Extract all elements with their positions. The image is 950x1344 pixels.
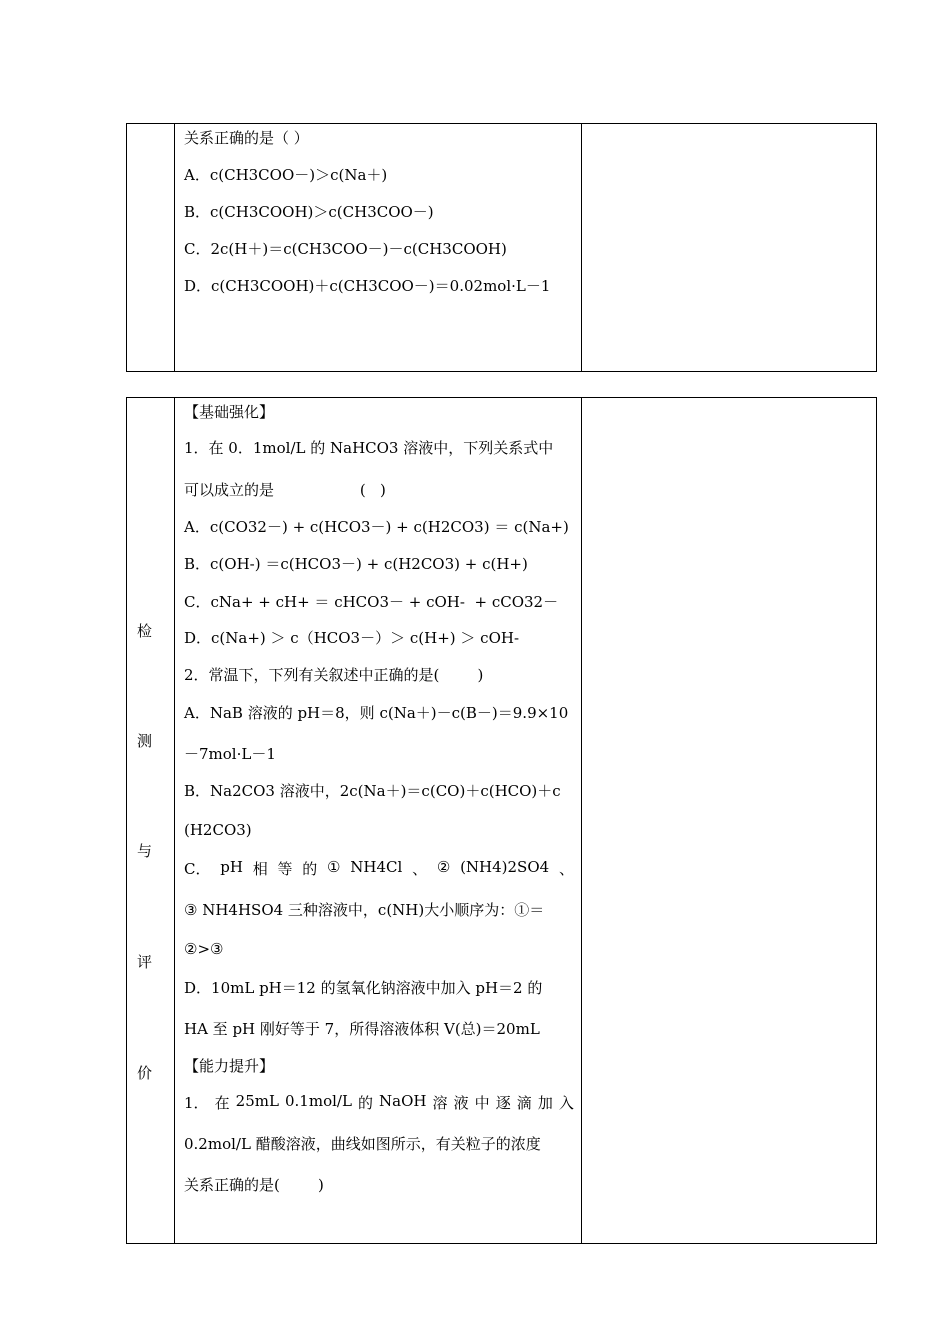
side-label-char: 检 (137, 622, 153, 640)
question-2-line-1: 2．常温下，下列有关叙述中正确的是( ) (184, 666, 484, 684)
text-fragment: 中 (474, 1094, 490, 1112)
question-3-line-2: 0.2mol/L 醋酸溶液，曲线如图所示，有关粒子的浓度 (184, 1135, 541, 1153)
side-label-char: 价 (137, 1064, 153, 1082)
question-2-option-a-line-2: －7mol·L－1 (184, 745, 276, 763)
text-fragment: 加 (537, 1094, 553, 1112)
side-label-char: 测 (137, 732, 153, 750)
text-fragment: 溶 (432, 1094, 448, 1112)
question-3-line-1 (184, 1092, 574, 1113)
question-1-option-b: B．c(OH-) ＝c(HCO3－) + c(H2CO3) + c(H+) (184, 555, 528, 573)
text-fragment: 在 (214, 1094, 230, 1112)
text-fragment: NH4Cl (350, 858, 403, 876)
side-label-char: 评 (137, 953, 153, 971)
text-fragment: 25mL (235, 1092, 279, 1110)
column-divider-left (174, 398, 175, 1243)
section-title-advanced: 【能力提升】 (184, 1057, 275, 1075)
option-c: C．2c(H＋)＝c(CH3COO－)－c(CH3COOH) (184, 240, 507, 258)
text-fragment: 、 (412, 860, 428, 878)
text-fragment: 的 (302, 860, 318, 878)
option-a: A．c(CH3COO－)＞c(Na＋) (184, 166, 388, 184)
question-1-line-2: 可以成立的是 ( ) (184, 481, 386, 499)
question-2-option-b-line-1: B．Na2CO3 溶液中，2c(Na＋)＝c(CO)＋c(HCO)＋c (184, 782, 561, 800)
option-b: B．c(CH3COOH)＞c(CH3COO－) (184, 203, 434, 221)
question-1-option-a: A．c(CO32－) + c(HCO3－) + c(H2CO3) ＝ c(Na+) (184, 518, 569, 536)
text-fragment: 、 (558, 860, 574, 878)
text-fragment: 入 (558, 1094, 574, 1112)
column-divider-right (581, 398, 582, 1243)
text-fragment: 等 (277, 860, 293, 878)
text-fragment: 的 (357, 1094, 373, 1112)
text-line: 关系正确的是（ ） (184, 129, 309, 147)
question-3-line-3: 关系正确的是( ) (184, 1176, 324, 1194)
text-fragment: pH (220, 858, 243, 876)
text-fragment: 0.1mol/L (284, 1092, 352, 1110)
question-1-line-1: 1．在 0．1mol/L 的 NaHCO3 溶液中，下列关系式中 (184, 439, 554, 457)
text-fragment: C． (184, 860, 211, 878)
question-2-option-c-line-1 (184, 858, 574, 879)
question-2-option-d-line-1: D．10mL pH＝12 的氢氧化钠溶液中加入 pH＝2 的 (184, 979, 543, 997)
question-2-option-b-line-2: (H2CO3) (184, 821, 252, 839)
question-2-option-d-line-2: HA 至 pH 刚好等于 7，所得溶液体积 V(总)＝20mL (184, 1020, 540, 1038)
column-divider-right (581, 124, 582, 371)
question-2-option-a-line-1: A．NaB 溶液的 pH＝8，则 c(Na＋)－c(B－)＝9.9×10 (184, 704, 569, 722)
text-fragment: ① (327, 858, 341, 876)
text-fragment: 滴 (516, 1094, 532, 1112)
table-bottom (126, 397, 877, 1244)
text-fragment: (NH4)2SO4 (460, 858, 550, 876)
text-fragment: NaOH (379, 1092, 427, 1110)
question-1-option-c: C．cNa+ + cH+ ＝ cHCO3－ + cOH- + cCO32－ (184, 593, 559, 611)
table-top (126, 123, 877, 372)
question-2-option-c-line-3: ②>③ (184, 940, 224, 958)
section-title-basic: 【基础强化】 (184, 403, 275, 421)
side-label-char: 与 (137, 842, 153, 860)
column-divider-left (174, 124, 175, 371)
question-1-option-d: D．c(Na+) ＞ c（HCO3－）＞ c(H+) ＞ cOH- (184, 629, 520, 647)
text-fragment: ② (436, 858, 451, 876)
question-2-option-c-line-2: ③ NH4HSO4 三种溶液中，c(NH)大小顺序为：①＝ (184, 901, 545, 919)
option-d: D．c(CH3COOH)＋c(CH3COO－)＝0.02mol·L－1 (184, 277, 551, 295)
text-fragment: 液 (453, 1094, 469, 1112)
text-fragment: 逐 (495, 1094, 511, 1112)
text-fragment: 相 (252, 860, 268, 878)
text-fragment: 1． (184, 1094, 209, 1112)
